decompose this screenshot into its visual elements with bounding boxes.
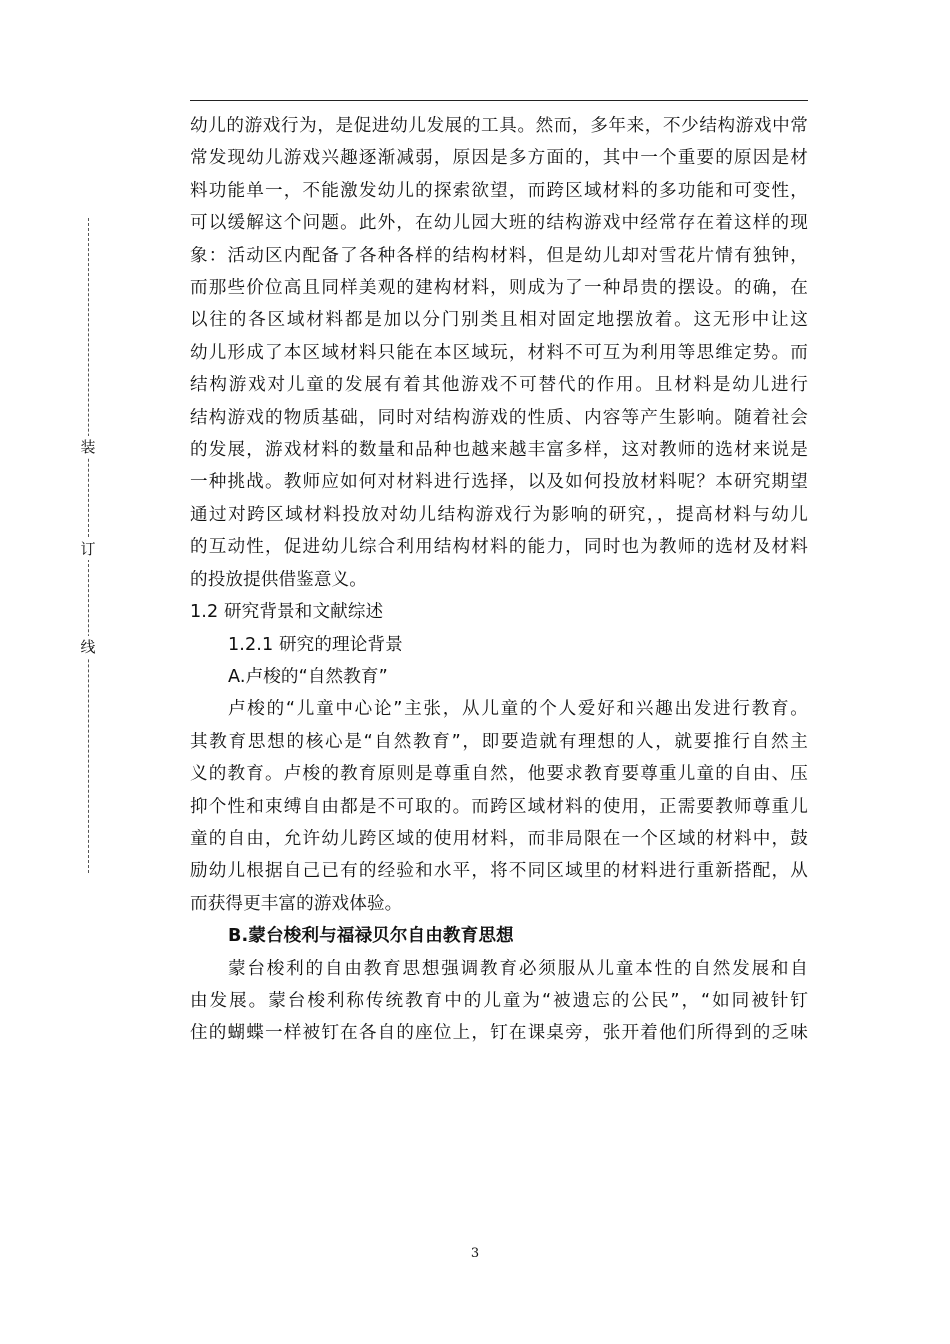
text-line: 一种挑战。教师应如何对材料进行选择，以及如何投放材料呢？本研究期望 [190,472,808,493]
text-line: 蒙台梭利的自由教育思想强调教育必须服从儿童本性的自然发展和自 [228,958,808,979]
heading-a-rousseau: A.卢梭的“自然教育” [228,666,388,687]
text-line: 抑个性和束缚自由都是不可取的。而跨区域材料的使用，正需要教师尊重儿 [190,796,808,817]
text-line: 通过对跨区域材料投放对幼儿结构游戏行为影响的研究，，提高材料与幼儿 [190,504,808,525]
heading-b-montessori: B.蒙台梭利与福禄贝尔自由教育思想 [228,926,514,947]
text-line: 的投放提供借鉴意义。 [190,569,367,590]
text-line: 由发展。蒙台梭利称传统教育中的儿童为“被遗忘的公民”，“如同被针钉 [190,990,808,1011]
text-line: 其教育思想的核心是“自然教育”，即要造就有理想的人，就要推行自然主 [190,731,808,752]
text-line: 义的教育。卢梭的教育原则是尊重自然，他要求教育要尊重儿童的自由、压 [190,764,808,785]
section-heading-1-2: 1.2 研究背景和文献综述 [190,602,384,623]
text-line: 结构游戏的物质基础，同时对结构游戏的性质、内容等产生影响。随着社会 [190,407,808,428]
text-line: 可以缓解这个问题。此外，在幼儿园大班的结构游戏中经常存在着这样的现 [190,213,808,234]
text-line: 结构游戏对儿童的发展有着其他游戏不可替代的作用。且材料是幼儿进行 [190,375,808,396]
text-line: 以往的各区域材料都是加以分门别类且相对固定地摆放着。这无形中让这 [190,310,808,331]
text-line: 住的蝴蝶一样被钉在各自的座位上，钉在课桌旁，张开着他们所得到的乏味 [190,1023,808,1044]
text-line: 而获得更丰富的游戏体验。 [190,893,403,914]
text-line: 料功能单一，不能激发幼儿的探索欲望，而跨区域材料的多功能和可变性， [190,180,808,201]
paragraph-montessori [190,953,808,1050]
text-line: 的互动性，促进幼儿综合利用结构材料的能力，同时也为教师的选材及材料 [190,537,808,558]
page-content [190,110,808,1050]
header-rule [190,100,808,101]
paragraph-intro [190,110,808,596]
paragraph-rousseau [190,693,808,920]
binding-char-xian: 线 [78,636,98,658]
page-number: 3 [470,1246,480,1261]
text-line: 励幼儿根据自己已有的经验和水平，将不同区域里的材料进行重新搭配，从 [190,861,808,882]
binding-char-zhuang: 装 [78,436,98,458]
text-line: 幼儿形成了本区域材料只能在本区域玩，材料不可互为利用等思维定势。而 [190,342,808,363]
text-line: 童的自由，允许幼儿跨区域的使用材料，而非局限在一个区域的材料中，鼓 [190,828,808,849]
binding-char-ding: 订 [78,538,98,560]
subsection-heading-1-2-1: 1.2.1 研究的理论背景 [228,634,403,655]
text-line: 常发现幼儿游戏兴趣逐渐减弱，原因是多方面的，其中一个重要的原因是材 [190,148,808,169]
text-line: 卢梭的“儿童中心论”主张，从儿童的个人爱好和兴趣出发进行教育。 [228,699,808,720]
text-line: 的发展，游戏材料的数量和品种也越来越丰富多样，这对教师的选材来说是 [190,440,808,461]
text-line: 幼儿的游戏行为，是促进幼儿发展的工具。然而，多年来，不少结构游戏中常 [190,116,808,136]
text-line: 象：活动区内配备了各种各样的结构材料，但是幼儿却对雪花片情有独钟， [190,245,808,266]
text-line: 而那些价位高且同样美观的建构材料，则成为了一种昂贵的摆设。的确，在 [190,278,808,299]
